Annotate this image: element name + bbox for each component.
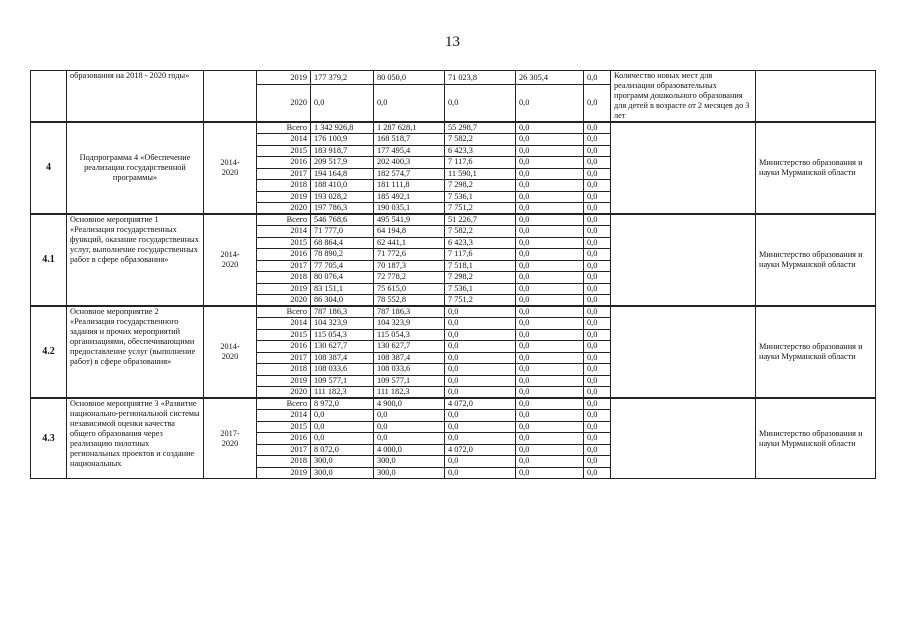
regional-budget-cell: 787 186,3 bbox=[374, 306, 445, 318]
federal-budget-cell: 7 582,2 bbox=[445, 134, 516, 146]
other-sources-cell: 0,0 bbox=[584, 272, 611, 284]
year-cell: Всего bbox=[257, 214, 311, 226]
total-cell: 86 304,0 bbox=[311, 295, 374, 307]
federal-budget-cell: 0,0 bbox=[445, 341, 516, 353]
total-cell: 78 890,2 bbox=[311, 249, 374, 261]
federal-budget-cell: 7 536,1 bbox=[445, 283, 516, 295]
federal-budget-cell: 7 298,2 bbox=[445, 272, 516, 284]
local-budget-cell: 0,0 bbox=[516, 249, 584, 261]
row-number-cell: 4.1 bbox=[31, 214, 67, 306]
total-cell: 80 076,4 bbox=[311, 272, 374, 284]
activity-name: Основное мероприятие 1 «Реализация государственных функций, оказание государственных услуг, выполнение государственных работ в сфере образования» bbox=[67, 214, 204, 306]
other-sources-cell: 0,0 bbox=[584, 421, 611, 433]
period-cell: 2014- 2020 bbox=[204, 122, 257, 214]
total-cell: 130 627,7 bbox=[311, 341, 374, 353]
regional-budget-cell: 185 492,1 bbox=[374, 191, 445, 203]
regional-budget-cell: 182 574,7 bbox=[374, 168, 445, 180]
budget-table bbox=[30, 70, 876, 479]
regional-budget-cell: 80 050,0 bbox=[374, 71, 445, 85]
page-number: 13 bbox=[445, 34, 460, 50]
local-budget-cell: 26 305,4 bbox=[516, 71, 584, 85]
federal-budget-cell: 7 518,1 bbox=[445, 260, 516, 272]
federal-budget-cell: 0,0 bbox=[445, 306, 516, 318]
year-cell: 2016 bbox=[257, 249, 311, 261]
regional-budget-cell: 78 552,8 bbox=[374, 295, 445, 307]
other-sources-cell: 0,0 bbox=[584, 387, 611, 399]
local-budget-cell: 0,0 bbox=[516, 168, 584, 180]
regional-budget-cell: 111 182,3 bbox=[374, 387, 445, 399]
local-budget-cell: 0,0 bbox=[516, 341, 584, 353]
federal-budget-cell: 6 423,3 bbox=[445, 145, 516, 157]
regional-budget-cell: 104 323,9 bbox=[374, 318, 445, 330]
other-sources-cell: 0,0 bbox=[584, 364, 611, 376]
table-row bbox=[31, 122, 876, 134]
year-cell: 2019 bbox=[257, 375, 311, 387]
regional-budget-cell: 168 518,7 bbox=[374, 134, 445, 146]
regional-budget-cell: 0,0 bbox=[374, 421, 445, 433]
other-sources-cell: 0,0 bbox=[584, 180, 611, 192]
other-sources-cell: 0,0 bbox=[584, 352, 611, 364]
total-cell: 77 705,4 bbox=[311, 260, 374, 272]
total-cell: 300,0 bbox=[311, 467, 374, 479]
local-budget-cell: 0,0 bbox=[516, 145, 584, 157]
regional-budget-cell: 70 187,3 bbox=[374, 260, 445, 272]
total-cell: 8 972,0 bbox=[311, 398, 374, 410]
total-cell: 300,0 bbox=[311, 456, 374, 468]
federal-budget-cell: 7 751,2 bbox=[445, 295, 516, 307]
local-budget-cell: 0,0 bbox=[516, 364, 584, 376]
other-sources-cell: 0,0 bbox=[584, 467, 611, 479]
year-cell: 2017 bbox=[257, 168, 311, 180]
federal-budget-cell: 7 117,6 bbox=[445, 157, 516, 169]
federal-budget-cell: 0,0 bbox=[445, 329, 516, 341]
federal-budget-cell: 0,0 bbox=[445, 433, 516, 445]
total-cell: 183 918,7 bbox=[311, 145, 374, 157]
federal-budget-cell: 0,0 bbox=[445, 467, 516, 479]
local-budget-cell: 0,0 bbox=[516, 433, 584, 445]
year-cell: 2016 bbox=[257, 433, 311, 445]
total-cell: 177 379,2 bbox=[311, 71, 374, 85]
other-sources-cell: 0,0 bbox=[584, 341, 611, 353]
year-cell: 2018 bbox=[257, 272, 311, 284]
executor-cell: Министерство образования и науки Мурманской области bbox=[756, 398, 876, 479]
row-number-cell: 4.2 bbox=[31, 306, 67, 398]
regional-budget-cell: 177 495,4 bbox=[374, 145, 445, 157]
other-sources-cell: 0,0 bbox=[584, 145, 611, 157]
other-sources-cell: 0,0 bbox=[584, 260, 611, 272]
year-cell: 2018 bbox=[257, 364, 311, 376]
regional-budget-cell: 64 194,8 bbox=[374, 226, 445, 238]
period-cell bbox=[204, 71, 257, 123]
activity-name: Основное мероприятие 3 «Развитие национально-региональной системы независимой оценки качества общего образования через реализацию пилотных региональных проектов и создание национальных bbox=[67, 398, 204, 479]
total-cell: 104 323,9 bbox=[311, 318, 374, 330]
total-cell: 68 864,4 bbox=[311, 237, 374, 249]
federal-budget-cell: 0,0 bbox=[445, 456, 516, 468]
total-cell: 1 342 926,8 bbox=[311, 122, 374, 134]
activity-name: Основное мероприятие 2 «Реализация государственного задания и прочих мероприятий организациями, обеспечивающими предоставление услуг (выполнение работ) в сфере образования» bbox=[67, 306, 204, 398]
year-cell: 2014 bbox=[257, 410, 311, 422]
total-cell: 197 786,3 bbox=[311, 203, 374, 215]
year-cell: 2019 bbox=[257, 191, 311, 203]
other-sources-cell: 0,0 bbox=[584, 444, 611, 456]
year-cell: 2015 bbox=[257, 329, 311, 341]
executor-cell: Министерство образования и науки Мурманской области bbox=[756, 214, 876, 306]
local-budget-cell: 0,0 bbox=[516, 306, 584, 318]
regional-budget-cell: 0,0 bbox=[374, 433, 445, 445]
regional-budget-cell: 0,0 bbox=[374, 85, 445, 122]
other-sources-cell: 0,0 bbox=[584, 329, 611, 341]
federal-budget-cell: 0,0 bbox=[445, 364, 516, 376]
federal-budget-cell: 0,0 bbox=[445, 318, 516, 330]
year-cell: 2017 bbox=[257, 260, 311, 272]
federal-budget-cell: 11 590,1 bbox=[445, 168, 516, 180]
regional-budget-cell: 300,0 bbox=[374, 467, 445, 479]
year-cell: 2015 bbox=[257, 421, 311, 433]
total-cell: 0,0 bbox=[311, 410, 374, 422]
other-sources-cell: 0,0 bbox=[584, 249, 611, 261]
year-cell: 2018 bbox=[257, 456, 311, 468]
other-sources-cell: 0,0 bbox=[584, 410, 611, 422]
row-number-cell: 4.3 bbox=[31, 398, 67, 479]
federal-budget-cell: 7 117,6 bbox=[445, 249, 516, 261]
year-cell: 2014 bbox=[257, 134, 311, 146]
year-cell: 2014 bbox=[257, 226, 311, 238]
local-budget-cell: 0,0 bbox=[516, 226, 584, 238]
total-cell: 209 517,9 bbox=[311, 157, 374, 169]
local-budget-cell: 0,0 bbox=[516, 295, 584, 307]
other-sources-cell: 0,0 bbox=[584, 226, 611, 238]
federal-budget-cell: 4 072,0 bbox=[445, 444, 516, 456]
federal-budget-cell: 0,0 bbox=[445, 387, 516, 399]
total-cell: 108 387,4 bbox=[311, 352, 374, 364]
total-cell: 193 028,2 bbox=[311, 191, 374, 203]
year-cell: 2014 bbox=[257, 318, 311, 330]
table-row bbox=[31, 71, 876, 85]
year-cell: 2016 bbox=[257, 341, 311, 353]
local-budget-cell: 0,0 bbox=[516, 260, 584, 272]
regional-budget-cell: 495 541,9 bbox=[374, 214, 445, 226]
other-sources-cell: 0,0 bbox=[584, 214, 611, 226]
regional-budget-cell: 75 615,0 bbox=[374, 283, 445, 295]
regional-budget-cell: 4 000,0 bbox=[374, 444, 445, 456]
federal-budget-cell: 6 423,3 bbox=[445, 237, 516, 249]
regional-budget-cell: 4 900,0 bbox=[374, 398, 445, 410]
other-sources-cell: 0,0 bbox=[584, 122, 611, 134]
indicator-cell bbox=[611, 214, 756, 306]
regional-budget-cell: 71 772,6 bbox=[374, 249, 445, 261]
year-cell: 2017 bbox=[257, 352, 311, 364]
total-cell: 194 164,8 bbox=[311, 168, 374, 180]
other-sources-cell: 0,0 bbox=[584, 433, 611, 445]
activity-name: Подпрограмма 4 «Обеспечение реализации государственной программы» bbox=[67, 122, 204, 214]
year-cell: 2020 bbox=[257, 387, 311, 399]
regional-budget-cell: 62 441,1 bbox=[374, 237, 445, 249]
table-row bbox=[31, 214, 876, 226]
other-sources-cell: 0,0 bbox=[584, 157, 611, 169]
local-budget-cell: 0,0 bbox=[516, 444, 584, 456]
year-cell: 2016 bbox=[257, 157, 311, 169]
indicator-cell: Количество новых мест для реализации образовательных программ дошкольного образования для детей в возрасте от 2 месяцев до 3 лет bbox=[611, 71, 756, 123]
year-cell: 2019 bbox=[257, 467, 311, 479]
activity-name: образования на 2018 - 2020 годы» bbox=[67, 71, 204, 123]
year-cell: 2020 bbox=[257, 85, 311, 122]
regional-budget-cell: 300,0 bbox=[374, 456, 445, 468]
other-sources-cell: 0,0 bbox=[584, 191, 611, 203]
local-budget-cell: 0,0 bbox=[516, 421, 584, 433]
regional-budget-cell: 202 400,3 bbox=[374, 157, 445, 169]
total-cell: 0,0 bbox=[311, 421, 374, 433]
total-cell: 8 072,0 bbox=[311, 444, 374, 456]
other-sources-cell: 0,0 bbox=[584, 295, 611, 307]
total-cell: 787 186,3 bbox=[311, 306, 374, 318]
year-cell: 2020 bbox=[257, 295, 311, 307]
regional-budget-cell: 108 387,4 bbox=[374, 352, 445, 364]
federal-budget-cell: 7 536,1 bbox=[445, 191, 516, 203]
year-cell: Всего bbox=[257, 306, 311, 318]
total-cell: 0,0 bbox=[311, 85, 374, 122]
local-budget-cell: 0,0 bbox=[516, 387, 584, 399]
total-cell: 546 768,6 bbox=[311, 214, 374, 226]
year-cell: 2020 bbox=[257, 203, 311, 215]
local-budget-cell: 0,0 bbox=[516, 283, 584, 295]
other-sources-cell: 0,0 bbox=[584, 456, 611, 468]
federal-budget-cell: 7 582,2 bbox=[445, 226, 516, 238]
local-budget-cell: 0,0 bbox=[516, 157, 584, 169]
total-cell: 188 410,0 bbox=[311, 180, 374, 192]
federal-budget-cell: 0,0 bbox=[445, 410, 516, 422]
total-cell: 109 577,1 bbox=[311, 375, 374, 387]
year-cell: 2019 bbox=[257, 283, 311, 295]
federal-budget-cell: 0,0 bbox=[445, 421, 516, 433]
executor-cell bbox=[756, 71, 876, 123]
executor-cell: Министерство образования и науки Мурманской области bbox=[756, 122, 876, 214]
other-sources-cell: 0,0 bbox=[584, 398, 611, 410]
federal-budget-cell: 4 072,0 bbox=[445, 398, 516, 410]
year-cell: 2015 bbox=[257, 145, 311, 157]
period-cell: 2014- 2020 bbox=[204, 214, 257, 306]
indicator-cell bbox=[611, 122, 756, 214]
other-sources-cell: 0,0 bbox=[584, 306, 611, 318]
local-budget-cell: 0,0 bbox=[516, 375, 584, 387]
period-cell: 2017- 2020 bbox=[204, 398, 257, 479]
local-budget-cell: 0,0 bbox=[516, 456, 584, 468]
regional-budget-cell: 130 627,7 bbox=[374, 341, 445, 353]
local-budget-cell: 0,0 bbox=[516, 318, 584, 330]
total-cell: 111 182,3 bbox=[311, 387, 374, 399]
year-cell: 2017 bbox=[257, 444, 311, 456]
year-cell: 2018 bbox=[257, 180, 311, 192]
local-budget-cell: 0,0 bbox=[516, 237, 584, 249]
total-cell: 115 054,3 bbox=[311, 329, 374, 341]
regional-budget-cell: 115 054,3 bbox=[374, 329, 445, 341]
local-budget-cell: 0,0 bbox=[516, 122, 584, 134]
table-row bbox=[31, 306, 876, 318]
federal-budget-cell: 55 298,7 bbox=[445, 122, 516, 134]
total-cell: 83 151,1 bbox=[311, 283, 374, 295]
federal-budget-cell: 51 226,7 bbox=[445, 214, 516, 226]
year-cell: Всего bbox=[257, 398, 311, 410]
total-cell: 108 033,6 bbox=[311, 364, 374, 376]
regional-budget-cell: 1 287 628,1 bbox=[374, 122, 445, 134]
regional-budget-cell: 0,0 bbox=[374, 410, 445, 422]
local-budget-cell: 0,0 bbox=[516, 180, 584, 192]
other-sources-cell: 0,0 bbox=[584, 71, 611, 85]
other-sources-cell: 0,0 bbox=[584, 203, 611, 215]
federal-budget-cell: 0,0 bbox=[445, 352, 516, 364]
total-cell: 176 100,9 bbox=[311, 134, 374, 146]
regional-budget-cell: 190 035,1 bbox=[374, 203, 445, 215]
local-budget-cell: 0,0 bbox=[516, 203, 584, 215]
other-sources-cell: 0,0 bbox=[584, 375, 611, 387]
other-sources-cell: 0,0 bbox=[584, 318, 611, 330]
regional-budget-cell: 109 577,1 bbox=[374, 375, 445, 387]
executor-cell: Министерство образования и науки Мурманской области bbox=[756, 306, 876, 398]
total-cell: 71 777,0 bbox=[311, 226, 374, 238]
other-sources-cell: 0,0 bbox=[584, 283, 611, 295]
total-cell: 0,0 bbox=[311, 433, 374, 445]
federal-budget-cell: 0,0 bbox=[445, 85, 516, 122]
federal-budget-cell: 0,0 bbox=[445, 375, 516, 387]
federal-budget-cell: 7 298,2 bbox=[445, 180, 516, 192]
local-budget-cell: 0,0 bbox=[516, 352, 584, 364]
indicator-cell bbox=[611, 398, 756, 479]
local-budget-cell: 0,0 bbox=[516, 467, 584, 479]
local-budget-cell: 0,0 bbox=[516, 85, 584, 122]
federal-budget-cell: 7 751,2 bbox=[445, 203, 516, 215]
other-sources-cell: 0,0 bbox=[584, 134, 611, 146]
year-cell: 2019 bbox=[257, 71, 311, 85]
local-budget-cell: 0,0 bbox=[516, 329, 584, 341]
local-budget-cell: 0,0 bbox=[516, 410, 584, 422]
federal-budget-cell: 71 023,8 bbox=[445, 71, 516, 85]
local-budget-cell: 0,0 bbox=[516, 272, 584, 284]
year-cell: 2015 bbox=[257, 237, 311, 249]
period-cell: 2014- 2020 bbox=[204, 306, 257, 398]
local-budget-cell: 0,0 bbox=[516, 134, 584, 146]
other-sources-cell: 0,0 bbox=[584, 168, 611, 180]
other-sources-cell: 0,0 bbox=[584, 85, 611, 122]
other-sources-cell: 0,0 bbox=[584, 237, 611, 249]
table-row bbox=[31, 398, 876, 410]
local-budget-cell: 0,0 bbox=[516, 398, 584, 410]
regional-budget-cell: 181 111,8 bbox=[374, 180, 445, 192]
regional-budget-cell: 72 778,2 bbox=[374, 272, 445, 284]
year-cell: Всего bbox=[257, 122, 311, 134]
row-number-cell bbox=[31, 71, 67, 123]
local-budget-cell: 0,0 bbox=[516, 214, 584, 226]
regional-budget-cell: 108 033,6 bbox=[374, 364, 445, 376]
local-budget-cell: 0,0 bbox=[516, 191, 584, 203]
indicator-cell bbox=[611, 306, 756, 398]
row-number-cell: 4 bbox=[31, 122, 67, 214]
